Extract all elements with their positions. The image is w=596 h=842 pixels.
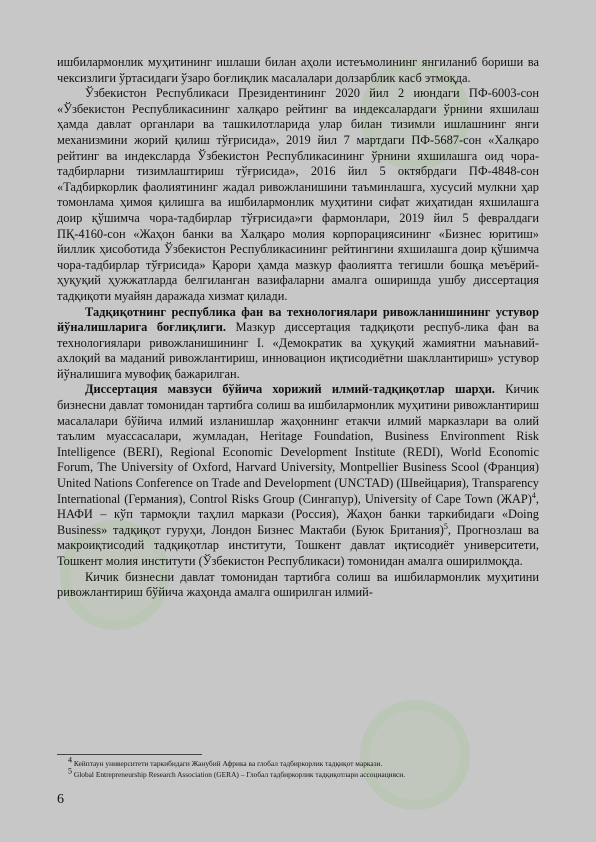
section-heading: Тадқиқотнинг республика фан ва технологиялари ривожланишининг устувор йўналишларига боғлиқлиги. — [57, 304, 539, 335]
footnote — [68, 766, 538, 779]
footnote — [68, 755, 538, 768]
paragraph-text: , НАФИ – кўп тармоқли таҳлил маркази (Россия), Жаҳон банки таркибидаги «Doing Business» тадқиқот гуруҳи, Лондон Бизнес Мактаби (Буюк Британия) — [57, 491, 539, 537]
footnote-text: Global Entrepreneurship Research Association (GERA) – Глобал тадбиркорлик тадқиқотлари ассоциацияси. — [73, 770, 406, 779]
paragraph-text: Мазкур диссертация тадқиқоти респуб-лика фан ва технологиялари ривожланишининг I. «Демократик ва ҳуқуқий жамиятни маънавий-ахлоқий ва маданий ривожлантириш, инновацион иқтисодиётни шакллантириш» устувор йўналишига мувофиқ бажарилган. — [57, 320, 539, 381]
body-text — [57, 55, 539, 601]
page-number: 6 — [57, 792, 64, 807]
section-heading: Диссертация мавзуси бўйича хорижий илмий-тадқиқотлар шарҳи. — [85, 382, 495, 397]
paragraph-text: Кичик бизнесни давлат томонидан тартибга солиш ва ишбилармонлик муҳитини ривожлантириш масалалари бўйича илмий изланишлар жаҳоннинг етакчи илмий марказлари ва олий таълим муассасалари, жумладан, Heritage Foundation, Business Environment Risk Intelligence (BERI), Regional Economic Development Institute (REDI), World Economic Forum, The University of Oxford, Harvard University, Montpellier Business Scool (Франция) United Nations Conference on Trade and Development (UNCTAD) (Швейцария), Transparency International (Германия), Control Risks Group (Сингапур), University of Cape Town (ЖАР) — [57, 382, 539, 506]
paragraph — [57, 382, 539, 569]
footnote-number: 4 — [68, 755, 72, 765]
paragraph: ишбилармонлик муҳитининг ишлаши билан аҳоли истеъмолининг янгиланиб бориши ва чексизлиги ўртасидаги ўзаро боғлиқлик масалалари долзарблик касб этмоқда. — [57, 55, 539, 85]
footnote-text: Кейптаун университети таркибидаги Жанубий Африка ва глобал тадбиркорлик тадқиқот маркази. — [73, 759, 383, 768]
paragraph: Ўзбекистон Республикаси Президентининг 2020 йил 2 июндаги ПФ-6003-сон «Ўзбекистон Республикасининг халқаро рейтинг ва индексалардаги ўрнини яхшилаш ҳамда давлат органлари ва ташкилотларида улар билан тизимли ишлашнинг янги механизмини жорий қилиш тўғрисида», 2019 йил 7 мартдаги ПФ-5687-сон «Халқаро рейтинг ва индексларда Ўзбекистон Республикасининг ўрнини яхшилашга оид чора-тадбирларни тизимлаштириш тўғрисида», 2016 йил 5 октябрдаги ПФ-4848-сон «Тадбиркорлик фаолиятининг жадал ривожланишини таъминлашга, хусусий мулкни ҳар томонлама ҳимоя қилишга ва ишбилармонлик муҳитини сифат жиҳатидан яхшилашга доир қўшимча чора-тадбирлар тўғрисида»ги фармонлари, 2019 йил 5 февралдаги ПҚ-4160-сон «Жаҳон банки ва Халқаро молия корпорациясининг «Бизнес юритиш» йиллик ҳисоботида Ўзбекистон Республикасининг рейтингини яхшилашга доир қўшимча чора-тадбирлар тўғрисида» Қарори ҳамда мазкур фаолиятга тегишли бошқа меъёрий-ҳуқуқий ҳужжатларда белгиланган вазифаларни амалга оширишда ушбу диссертация тадқиқоти муайян даражада хизмат қилади. — [57, 86, 539, 303]
paragraph: Кичик бизнесни давлат томонидан тартибга солиш ва ишбилармонлик муҳитини ривожлантириш бўйича жаҳонда амалга оширилган илмий- — [57, 569, 539, 600]
paragraph-text: , Прогнозлаш ва макроиқтисодий тадқиқотлар институти, Тошкент давлат иқтисодиёт университети, Тошкент молия институти (Ўзбекистон Республикаси) томонидан амалга оширилмоқда. — [57, 522, 539, 568]
footnote-ref[interactable]: 4 — [531, 490, 536, 500]
footnote-ref[interactable]: 5 — [443, 521, 448, 531]
paragraph — [57, 305, 539, 383]
watermark — [360, 700, 470, 810]
footnote-divider — [57, 754, 202, 755]
footnote-number: 5 — [68, 766, 72, 776]
